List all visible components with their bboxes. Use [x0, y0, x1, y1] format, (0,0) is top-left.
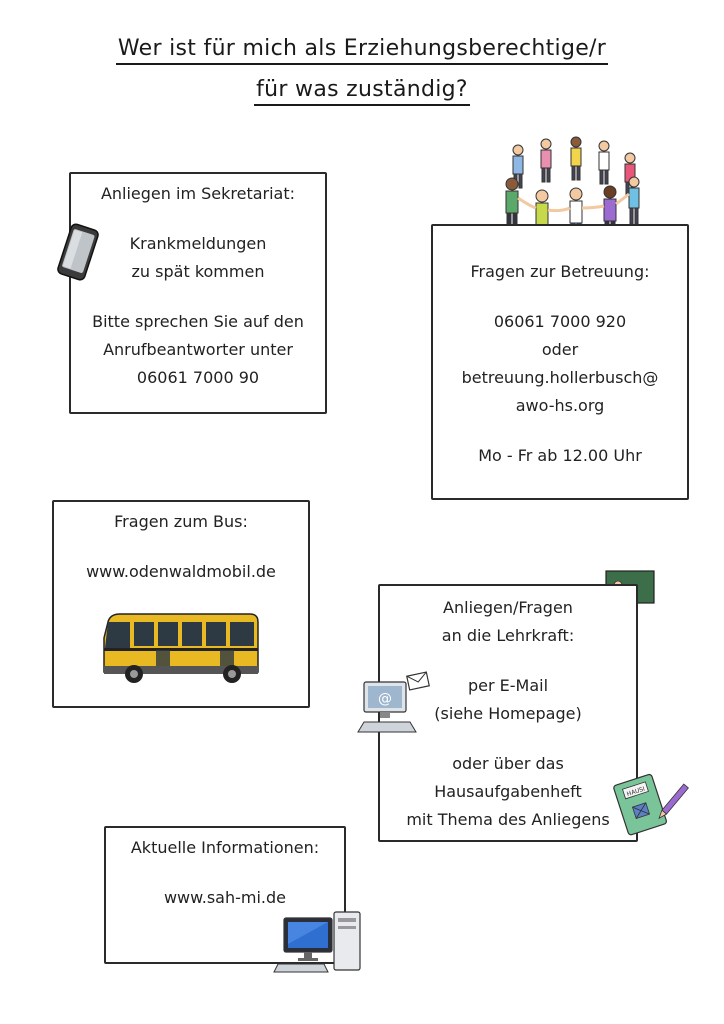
email-computer-icon [360, 670, 432, 736]
betreuung-email: betreuung.hollerbusch@ [461, 368, 659, 387]
info-url: www.sah-mi.de [163, 888, 287, 907]
sekretariat-heading: Anliegen im Sekretariat: [100, 184, 296, 203]
info-heading: Aktuelle Informationen: [130, 838, 320, 857]
title-line-2: für was zuständig? [254, 77, 470, 106]
betreuung-email: awo-hs.org [515, 396, 605, 415]
sekretariat-note: Bitte sprechen Sie auf den [92, 312, 304, 331]
page-subtitle [0, 77, 724, 102]
bus-url: www.odenwaldmobil.de [86, 562, 276, 581]
lehrkraft-other: oder über das [452, 754, 564, 773]
lehrkraft-heading: Anliegen/Fragen [443, 598, 573, 617]
sekretariat-phone: 06061 7000 90 [136, 368, 260, 387]
booklet-label: HAUSI [626, 785, 646, 798]
sekretariat-item: Krankmeldungen [129, 234, 267, 253]
sekretariat-note: Anrufbeantworter unter [103, 340, 293, 359]
betreuung-hours: Mo - Fr ab 12.00 Uhr [478, 446, 642, 465]
bus-heading: Fragen zum Bus: [114, 512, 248, 531]
bus-icon [100, 608, 262, 688]
lehrkraft-other: mit Thema des Anliegens [406, 810, 610, 829]
page-title [0, 36, 724, 61]
betreuung-card [431, 224, 689, 500]
smartphone-icon [50, 222, 106, 282]
title-line-1: Wer ist für mich als Erziehungsberechtige/r [116, 36, 608, 65]
sekretariat-card [69, 172, 327, 414]
lehrkraft-email-note: (siehe Homepage) [434, 704, 582, 723]
desktop-computer-icon [276, 910, 364, 974]
homework-booklet-icon [612, 772, 688, 836]
lehrkraft-heading: an die Lehrkraft: [441, 626, 575, 645]
betreuung-phone: 06061 7000 920 [493, 312, 627, 331]
sekretariat-item: zu spät kommen [131, 262, 265, 281]
lehrkraft-email: per E-Mail [467, 676, 549, 695]
betreuung-oder: oder [541, 340, 579, 359]
betreuung-heading: Fragen zur Betreuung: [470, 262, 650, 281]
svg-text:@: @ [378, 691, 392, 707]
lehrkraft-other: Hausaufgabenheft [434, 782, 582, 801]
